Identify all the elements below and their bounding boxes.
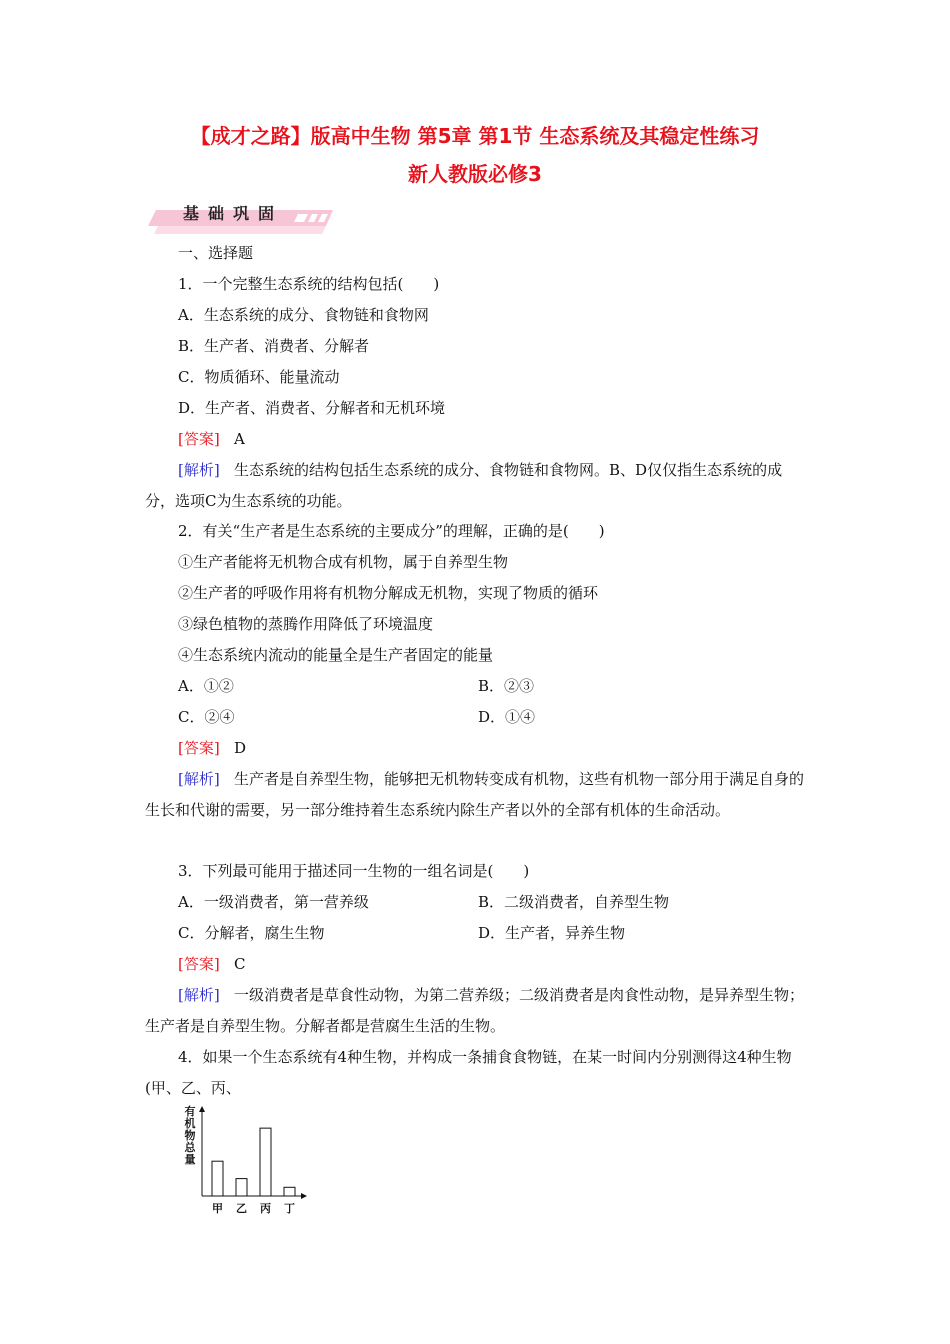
analysis-text: 生态系统的结构包括生态系统的成分、食物链和食物网。B、D仅仅指生态系统的成分，选项C为生态系统的功能。 bbox=[145, 461, 783, 510]
question-2-stem: 2．有关“生产者是生态系统的主要成分”的理解，正确的是( ) bbox=[178, 522, 605, 540]
answer-value: D bbox=[234, 739, 247, 757]
chart-tick-label-1: 甲 bbox=[212, 1202, 223, 1215]
answer-value: C bbox=[234, 955, 246, 973]
question-1-option-b: B．生产者、消费者、分解者 bbox=[178, 337, 370, 355]
answer-value: A bbox=[234, 430, 245, 448]
question-2-option-a: A．①② bbox=[178, 677, 234, 695]
question-3-option-d: D．生产者，异养生物 bbox=[478, 924, 626, 942]
document-title-line1: 【成才之路】版高中生物 第5章 第1节 生态系统及其稳定性练习 bbox=[190, 124, 760, 148]
chart-tick-label-4: 丁 bbox=[284, 1202, 295, 1215]
chart-tick-label-3: 丙 bbox=[260, 1202, 271, 1215]
question-3-option-b: B．二级消费者，自养型生物 bbox=[478, 893, 670, 911]
chart-bar-1 bbox=[212, 1161, 223, 1196]
analysis-text: 生产者是自养型生物，能够把无机物转变成有机物，这些有机物一部分用于满足自身的生长和代谢的需要，另一部分维持着生态系统内除生产者以外的全部有机体的生命活动。 bbox=[145, 770, 805, 819]
answer-tag: [答案] bbox=[178, 955, 220, 973]
question-3-option-c: C．分解者，腐生生物 bbox=[178, 924, 325, 942]
question-2-statement-4: ④生态系统内流动的能量全是生产者固定的能量 bbox=[178, 646, 494, 664]
section-heading: 一、选择题 bbox=[178, 244, 254, 262]
chart-bar-4 bbox=[284, 1187, 295, 1196]
question-1-option-c: C．物质循环、能量流动 bbox=[178, 368, 340, 386]
chart-y-axis-label: 有机物总量 bbox=[184, 1105, 196, 1166]
question-2-option-b: B．②③ bbox=[478, 677, 535, 695]
question-3-analysis bbox=[145, 980, 807, 1042]
question-2-option-d: D．①④ bbox=[478, 708, 536, 726]
chart-tick-label-2: 乙 bbox=[236, 1202, 247, 1215]
question-1-answer bbox=[178, 428, 245, 450]
chart-bar-2 bbox=[236, 1179, 247, 1196]
question-2-analysis bbox=[145, 764, 807, 826]
document-title-line2: 新人教版必修3 bbox=[408, 162, 542, 186]
answer-tag: [答案] bbox=[178, 430, 220, 448]
analysis-text: 一级消费者是草食性动物，为第二营养级；二级消费者是肉食性动物，是异养型生物；生产者是自养型生物。分解者都是营腐生生活的生物。 bbox=[145, 986, 805, 1035]
question-1-analysis bbox=[145, 455, 807, 517]
question-3-answer bbox=[178, 953, 246, 975]
question-3-stem: 3．下列最可能用于描述同一生物的一组名词是( ) bbox=[178, 862, 530, 880]
question-2-statement-1: ①生产者能将无机物合成有机物，属于自养型生物 bbox=[178, 553, 509, 571]
question-2-statement-3: ③绿色植物的蒸腾作用降低了环境温度 bbox=[178, 615, 434, 633]
question-1-option-a: A．生态系统的成分、食物链和食物网 bbox=[178, 306, 429, 324]
question-2-answer bbox=[178, 737, 246, 759]
question-4-stem: 4．如果一个生态系统有4种生物，并构成一条捕食食物链，在某一时间内分别测得这4种生物(甲、乙、丙、 bbox=[145, 1048, 792, 1097]
question-1-stem: 1．一个完整生态系统的结构包括( ) bbox=[178, 275, 440, 293]
section-banner-label: 基础巩固 bbox=[183, 204, 284, 223]
analysis-tag: [解析] bbox=[178, 770, 220, 788]
analysis-tag: [解析] bbox=[178, 986, 220, 1004]
chart-bar-3 bbox=[260, 1128, 271, 1196]
question-2-statement-2: ②生产者的呼吸作用将有机物分解成无机物，实现了物质的循环 bbox=[178, 584, 599, 602]
analysis-tag: [解析] bbox=[178, 461, 220, 479]
question-1-option-d: D．生产者、消费者、分解者和无机环境 bbox=[178, 399, 446, 417]
question-3-option-a: A．一级消费者，第一营养级 bbox=[178, 893, 369, 911]
organic-matter-bar-chart bbox=[176, 1103, 316, 1218]
answer-tag: [答案] bbox=[178, 739, 220, 757]
question-2-option-c: C．②④ bbox=[178, 708, 235, 726]
